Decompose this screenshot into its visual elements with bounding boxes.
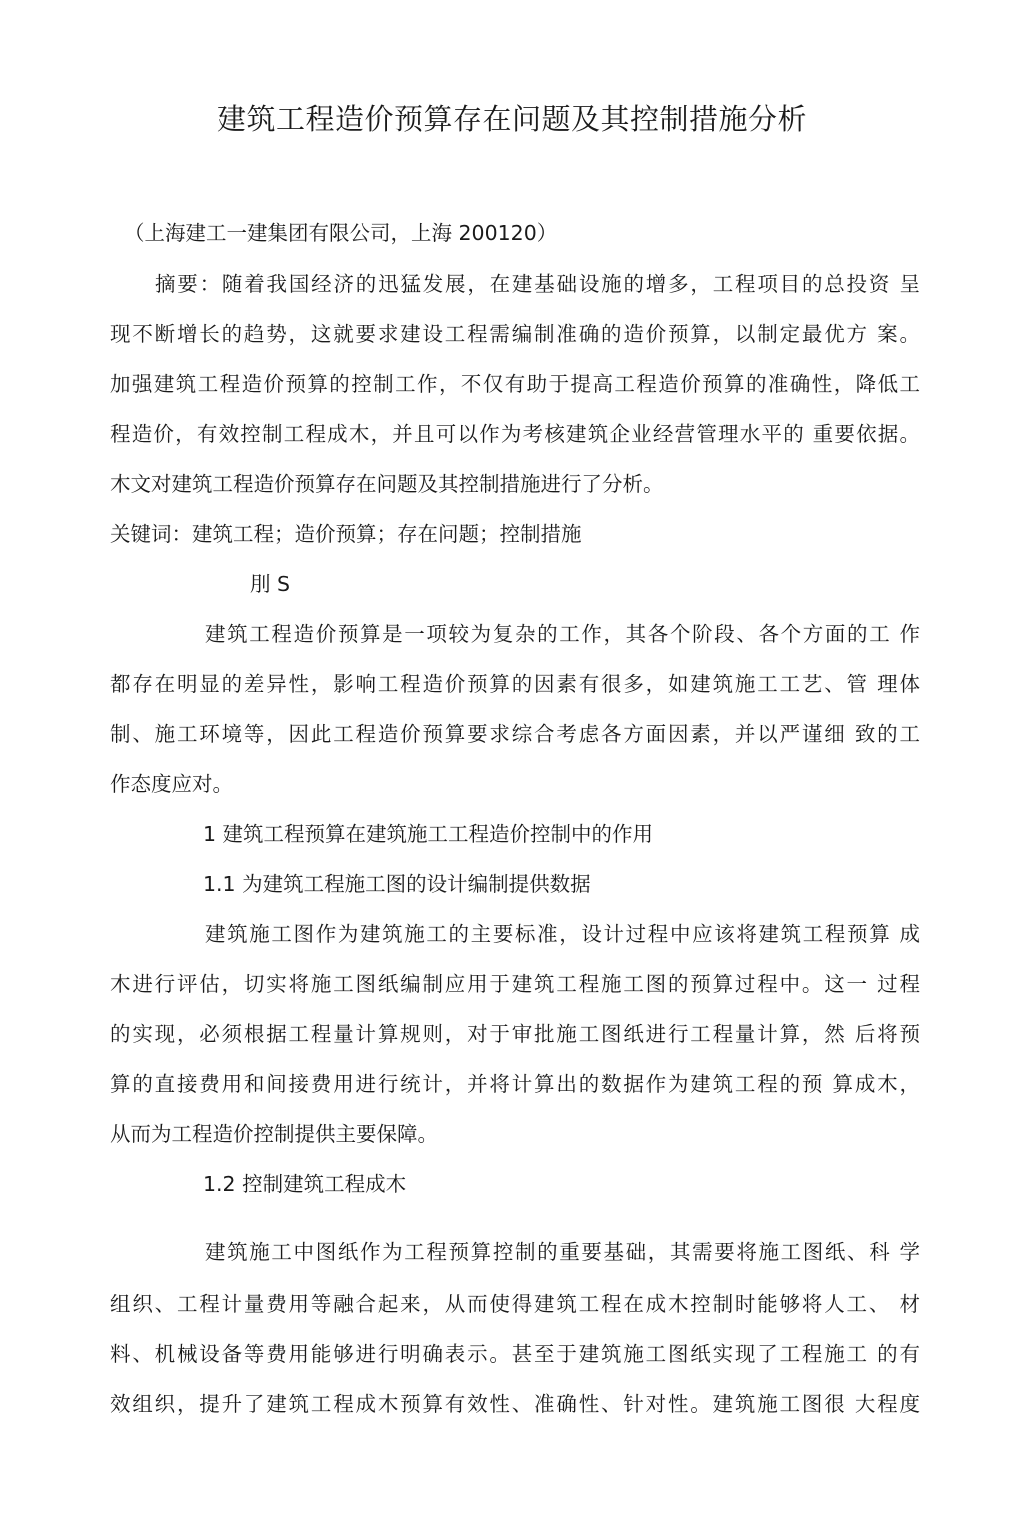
preface-line: 作态度应对。 <box>110 772 233 796</box>
preface-line: 制、施工环境等，因此工程造价预算要求综合考虑各方面因素，并以严谨细 致的工 <box>110 722 920 746</box>
paragraph-line: 算的直接费用和间接费用进行统计，并将计算出的数据作为建筑工程的预 算成木， <box>110 1072 920 1096</box>
abstract-line: 加强建筑工程造价预算的控制工作，不仅有助于提高工程造价预算的准确性，降低工 <box>110 372 920 396</box>
subsection-heading: 1.1 为建筑工程施工图的设计编制提供数据 <box>203 872 591 896</box>
paragraph-line: 料、机械设备等费用能够进行明确表示。甚至于建筑施工图纸实现了工程施工 的有 <box>110 1342 920 1366</box>
document-title: 建筑工程造价预算存在问题及其控制措施分析 <box>216 102 807 136</box>
subsection-heading: 1.2 控制建筑工程成木 <box>203 1172 407 1196</box>
paragraph-line: 组织、工程计量费用等融合起来，从而使得建筑工程在成木控制时能够将人工、 材 <box>110 1292 920 1316</box>
paragraph-line: 建筑施工图作为建筑施工的主要标准，设计过程中应该将建筑工程预算 成 <box>205 922 920 946</box>
paragraph-line: 效组织，提升了建筑工程成木预算有效性、准确性、针对性。建筑施工图很 大程度 <box>110 1392 920 1416</box>
abstract-line: 程造价，有效控制工程成木，并且可以作为考核建筑企业经营管理水平的 重要依据。 <box>110 422 920 446</box>
abstract-line: 木文对建筑工程造价预算存在问题及其控制措施进行了分析。 <box>110 472 664 496</box>
paragraph-line: 的实现，必须根据工程量计算规则，对于审批施工图纸进行工程量计算，然 后将预 <box>110 1022 920 1046</box>
preface-line: 建筑工程造价预算是一项较为复杂的工作，其各个阶段、各个方面的工 作 <box>205 622 920 646</box>
keywords-line: 关键词：建筑工程；造价预算；存在问题；控制措施 <box>110 522 582 546</box>
paragraph-line: 建筑施工中图纸作为工程预算控制的重要基础，其需要将施工图纸、科 学 <box>205 1240 920 1264</box>
paragraph-line: 木进行评估，切实将施工图纸编制应用于建筑工程施工图的预算过程中。这一 过程 <box>110 972 920 996</box>
preface-line: 都存在明显的差异性，影响工程造价预算的因素有很多，如建筑施工工艺、管 理体 <box>110 672 920 696</box>
author-affiliation: （上海建工一建集团有限公司，上海 200120） <box>124 221 558 245</box>
abstract-line: 现不断增长的趋势，这就要求建设工程需编制准确的造价预算，以制定最优方 案。 <box>110 322 920 346</box>
abstract-line: 摘要：随着我国经济的迅猛发展，在建基础设施的增多，工程项目的总投资 呈 <box>155 272 920 296</box>
section-heading: 1 建筑工程预算在建筑施工工程造价控制中的作用 <box>203 822 654 846</box>
paragraph-line: 从而为工程造价控制提供主要保障。 <box>110 1122 438 1146</box>
preface-heading: 刖 S <box>250 572 291 596</box>
